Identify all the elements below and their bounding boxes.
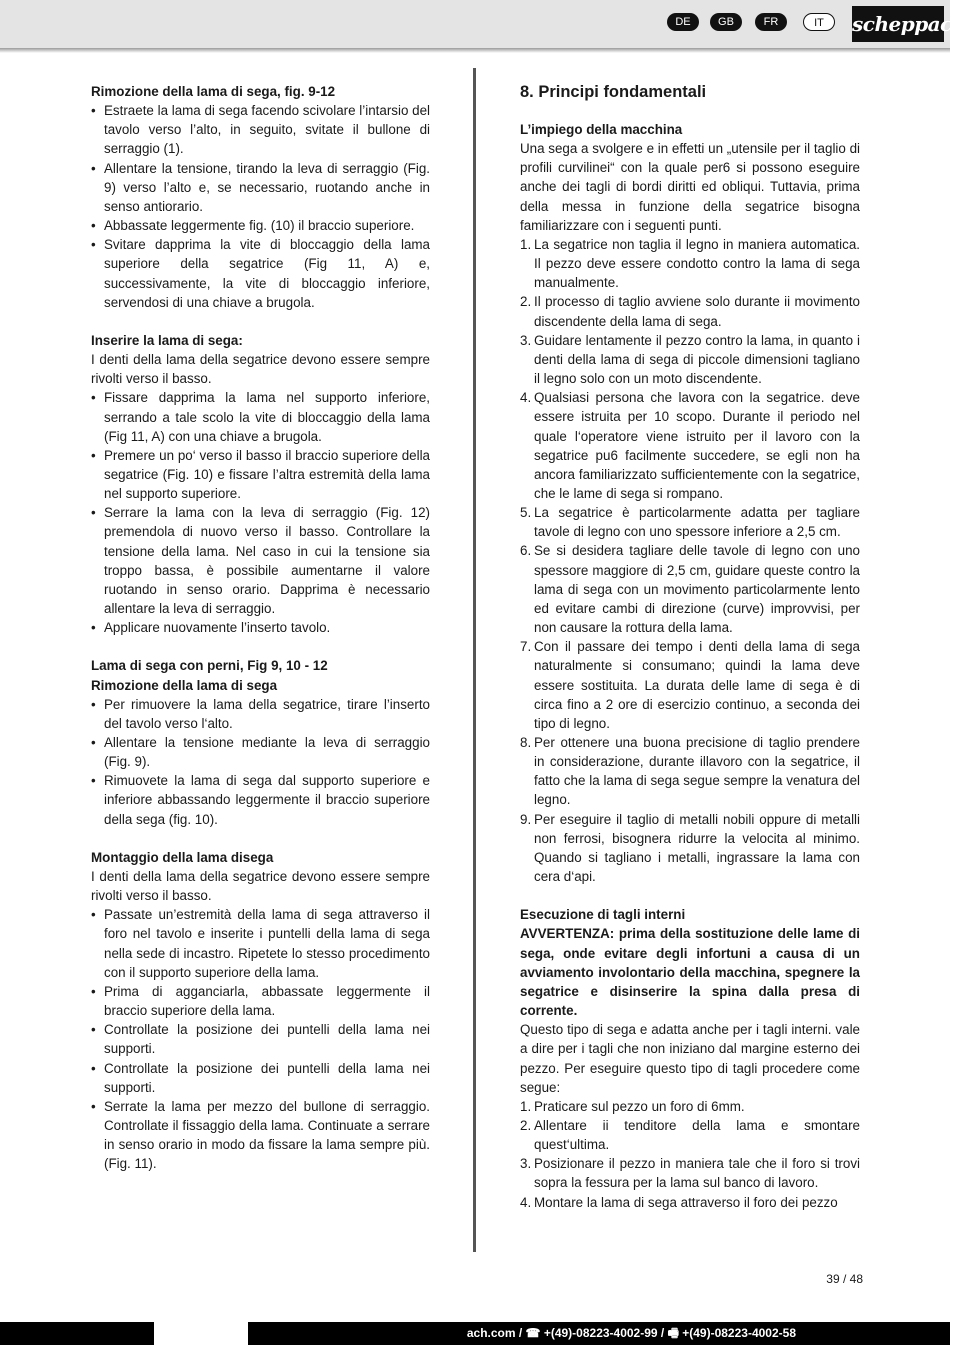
list-item: 2. Il processo di taglio avviene solo durante ii movimento discendente della lama di sega. xyxy=(520,294,860,329)
list-item: • Rimuovete la lama di sega dal supporto superiore e inferiore abbassando leggermente il braccio superiore della sega (fig. 10). xyxy=(91,771,430,828)
list-item: • Premere un po‘ verso il basso il braccio superiore della segatrice (Fig. 10) e fissare l’altra estremità della lama nel supporto superiore. xyxy=(91,446,430,503)
list-item: • Allentare la tensione mediante la leva di serraggio (Fig. 9). xyxy=(91,733,430,771)
list-item: 3. Guidare lentamente il pezzo contro la lama, in quanto i denti della lama di sega di piccole dimensioni tagliano il legno solo con un moto discendente. xyxy=(520,332,860,387)
list-item: • Passate un’estremità della lama di sega attraverso il foro nel tavolo e inserite i puntelli della lama di sega nella sede di incastro. Ripetete lo stesso procedimento con il supporto superiore della lama. xyxy=(91,905,430,982)
list-item: • Prima di agganciarla, abbassate leggermente il braccio superiore della lama. xyxy=(91,982,430,1020)
language-tab-fr[interactable]: FR xyxy=(755,13,787,31)
paragraph: I denti della lama della segatrice devono essere sempre rivolti verso il basso. xyxy=(91,352,430,387)
list-item: 2. Allentare ii tenditore della lama e smontare quest‘ultima. xyxy=(520,1117,860,1153)
list-item: • Applicare nuovamente l’inserto tavolo. xyxy=(91,618,430,637)
list-item: • Controllate la posizione dei puntelli della lama nei supporti. xyxy=(91,1020,430,1058)
list-item: • Per rimuovere la lama della segatrice, tirare l’inserto del tavolo verso l‘alto. xyxy=(91,695,430,733)
bullet-list xyxy=(91,695,430,829)
list-item: • Abbassate leggermente fig. (10) il braccio superiore. xyxy=(91,216,430,235)
numbered-list xyxy=(520,235,860,886)
list-item: 6. Se si desidera tagliare delle tavole di legno con uno spessore maggiore di 2,5 cm, guidare queste contro la lama di sega con un movimento particolarmente lento ed evitare cambi di direzione (curve) improvvisi, per non causare la rottura della lama. xyxy=(520,543,860,636)
brand-logo: scheppach xyxy=(852,6,944,42)
bullet-list xyxy=(91,101,430,312)
header-shadow xyxy=(0,48,950,53)
section-subtitle: Rimozione della lama di sega xyxy=(91,677,278,693)
left-column xyxy=(91,82,430,1173)
list-item: • Fissare dapprima la lama nel supporto inferiore, serrando a tale scolo la vite di bloccaggio della lama (Fig 11, A) con una chiave a brugola. xyxy=(91,388,430,445)
language-tab-it[interactable]: IT xyxy=(803,13,835,31)
footer-bar xyxy=(0,1322,950,1345)
section-title: Lama di sega con perni, Fig 9, 10 - 12 xyxy=(91,658,328,674)
numbered-list xyxy=(520,1097,860,1212)
section-title: Esecuzione di tagli interni xyxy=(520,907,686,923)
section-title: L’impiego della macchina xyxy=(520,122,683,137)
bullet-list xyxy=(91,905,430,1173)
page-number: 39 / 48 xyxy=(826,1272,863,1286)
list-item: 4. Montare la lama di sega attraverso il foro dei pezzo xyxy=(520,1194,838,1210)
list-item: 1. La segatrice non taglia il legno in maniera automatica. Il pezzo deve essere condotto contro la lama di sega manualmente. xyxy=(520,236,860,291)
right-column xyxy=(520,82,860,1212)
section-title: Montaggio della lama disega xyxy=(91,849,274,865)
list-item: • Serrate la lama per mezzo del bullone di serraggio. Controllate il fissaggio della lama. Continuate a serrare in senso orario in modo da fissare la lama sempre più. (Fig. 11). xyxy=(91,1097,430,1174)
column-divider xyxy=(473,68,476,1252)
language-tab-gb[interactable]: GB xyxy=(710,13,742,31)
list-item: 8. Per ottenere una buona precisione di taglio prendere in considerazione, durante illavoro con la segatrice, il fatto che la lama di sega segue sempre la venatura del legno. xyxy=(520,735,860,808)
language-tab-de[interactable]: DE xyxy=(667,13,699,31)
list-item: 5. La segatrice è particolarmente adatta per tagliare tavole di legno con uno spessore inferiore a 2,5 cm. xyxy=(520,505,860,540)
list-item: • Svitare dapprima la vite di bloccaggio della lama superiore della segatrice (Fig 11, A) e, successivamente, la vite di bloccaggio inferiore, servendosi di una chiave a brugola. xyxy=(91,235,430,312)
section-title: Inserire la lama di sega: xyxy=(91,332,243,348)
paragraph: I denti della lama della segatrice devono essere sempre rivolti verso il basso. xyxy=(91,868,430,904)
chapter-title: 8. Principi fondamentali xyxy=(520,83,707,101)
footer-gap xyxy=(154,1322,248,1345)
paragraph: Questo tipo di sega e adatta anche per i tagli interni. vale a dire per i tagli che non iniziano dal margine esterno dei pezzo. Per eseguire questo tipo di tagli procedere come segue: xyxy=(520,1022,860,1095)
paragraph: Una sega a svolgere e in effetti un „utensile per il taglio di profili curvilinei“ con la quale per6 si possono eseguire anche dei tagli di bordi diritti ed obliqui. Tuttavia, prima della messa in funzione della segatrice bisogna familiarizzare con i seguenti punti. xyxy=(520,141,860,233)
list-item: 4. Qualsiasi persona che lavora con la segatrice. deve essere istruita per 10 scopo. Durante il periodo nel quale l‘operatore viene istruito per il lavoro con la segatrice pu6 facilmente succedere, se egli non ha ancora familiarizzato sufficientemente con la segatrice, che le lame di sega si rompano. xyxy=(520,390,860,501)
header-bar xyxy=(0,0,966,48)
bullet-list xyxy=(91,388,430,637)
list-item: 1. Praticare sul pezzo un foro di 6mm. xyxy=(520,1098,745,1114)
list-item: 9. Per eseguire il taglio di metalli nobili oppure di metalli non ferrosi, bisognera ridurre la velocita al minimo. Quando si tagliano i metalli, ingrassare la lama con cera d‘api. xyxy=(520,811,860,885)
section-title: Rimozione della lama di sega, fig. 9-12 xyxy=(91,84,336,99)
list-item: • Controllate la posizione dei puntelli della lama nei supporti. xyxy=(91,1059,430,1097)
list-item: • Estraete la lama di sega facendo scivolare l’intarsio del tavolo verso l’alto, in seguito, svitate il bullone di serraggio (1). xyxy=(91,101,430,158)
list-item: 3. Posizionare il pezzo in maniera tale che il foro si trovi sopra la fessura per la lama sul banco di lavoro. xyxy=(520,1156,860,1191)
warning-text: AVVERTENZA: prima della sostituzione delle lame di sega, onde evitare degli infortuni a causa di un avviamento involontario della macchina, spegnere la segatrice e disinserire la spina dalla presa di corrente. xyxy=(520,926,860,1019)
footer-contact: ach.com / ☎ +(49)-08223-4002-99 / 🖷 +(49)-08223-4002-58 xyxy=(466,1326,796,1340)
list-item: 7. Con il passare dei tempo i denti della lama di sega naturalmente si consumano; quindi la lama deve essere sostituita. La durata delle lame di sega è di circa fino a 2 ore di esercizio continuo, a seconda dei tipo di legno. xyxy=(520,639,860,731)
list-item: • Serrare la lama con la leva di serraggio (Fig. 12) premendola di nuovo verso il basso. Controllare la tensione della lama. Nel caso in cui la tensione sia troppo bassa, è possibile aumentarne il valore ruotando in senso orario. Dapprima è necessario allentare la leva di serraggio. xyxy=(91,503,430,618)
list-item: • Allentare la tensione, tirando la leva di serraggio (Fig. 9) verso l’alto e, se necessario, ruotando anche in senso antiorario. xyxy=(91,159,430,216)
